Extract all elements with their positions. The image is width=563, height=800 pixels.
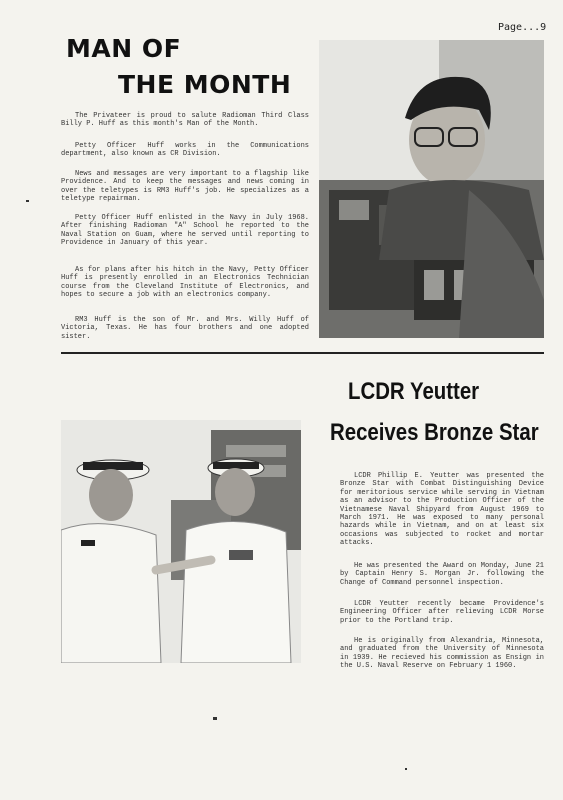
bronze-star-paragraph-2: He was presented the Award on Monday, June 21 by Captain Henry S. Morgan Jr. following the Change of Command personnel inspection. — [340, 562, 544, 587]
radioman-photo — [319, 40, 544, 338]
man-of-month-headline-line2: THE MONTH — [118, 70, 292, 99]
bronze-star-ceremony-photo — [61, 420, 301, 663]
radioman-photo-illustration — [319, 40, 544, 338]
man-of-month-paragraph-5: As for plans after his hitch in the Navy, Petty Officer Huff is presently enrolled in an Electronics Technician course from the Cleveland Institute of Electronics, and hopes to secure a job with an electronics company. — [61, 266, 309, 300]
bronze-star-paragraph-3: LCDR Yeutter recently became Providence's Engineering Officer after relieving LCDR Morse prior to the Portland trip. — [340, 600, 544, 625]
bronze-star-headline-line1: LCDR Yeutter — [348, 378, 480, 405]
scan-speck — [405, 768, 407, 770]
man-of-month-paragraph-4: Petty Officer Huff enlisted in the Navy in July 1968. After finishing Radioman "A" School he reported to the Naval Station on Guam, where he served until reporting to Providence in January of this year. — [61, 214, 309, 248]
bronze-star-paragraph-1: LCDR Phillip E. Yeutter was presented the Bronze Star with Combat Distinguishing Device for meritorious service while serving in Vietnam as an advisor to the Production Officer of the Vietnamese Naval Shipyard from August 1969 to March 1971. He was exposed to many personal hazards while in Vietnam, and on at least six occasions was subjected to rocket and mortar attacks. — [340, 472, 544, 548]
section-divider — [61, 352, 544, 354]
bronze-star-paragraph-4: He is originally from Alexandria, Minnesota, and graduated from the University of Minnesota in 1939. He recieved his commission as Ensign in the U.S. Naval Reserve on February 1 1960. — [340, 637, 544, 671]
man-of-month-paragraph-3: News and messages are very important to a flagship like Providence. And to keep the messages and news coming in over the teletypes is RM3 Huff's job. He specializes as a teletype repairman. — [61, 170, 309, 204]
page-number: Page...9 — [498, 22, 547, 33]
bronze-star-headline-line2: Receives Bronze Star — [330, 419, 539, 446]
man-of-month-paragraph-2: Petty Officer Huff works in the Communications department, also known as CR Division. — [61, 142, 309, 159]
scan-speck — [213, 717, 217, 720]
man-of-month-paragraph-6: RM3 Huff is the son of Mr. and Mrs. Willy Huff of Victoria, Texas. He has four brothers and one adopted sister. — [61, 316, 309, 341]
ceremony-photo-illustration — [61, 420, 301, 663]
scan-speck — [26, 200, 29, 202]
man-of-month-headline-line1: MAN OF — [66, 34, 182, 63]
man-of-month-paragraph-1: The Privateer is proud to salute Radioman Third Class Billy P. Huff as this month's Man of the Month. — [61, 112, 309, 129]
